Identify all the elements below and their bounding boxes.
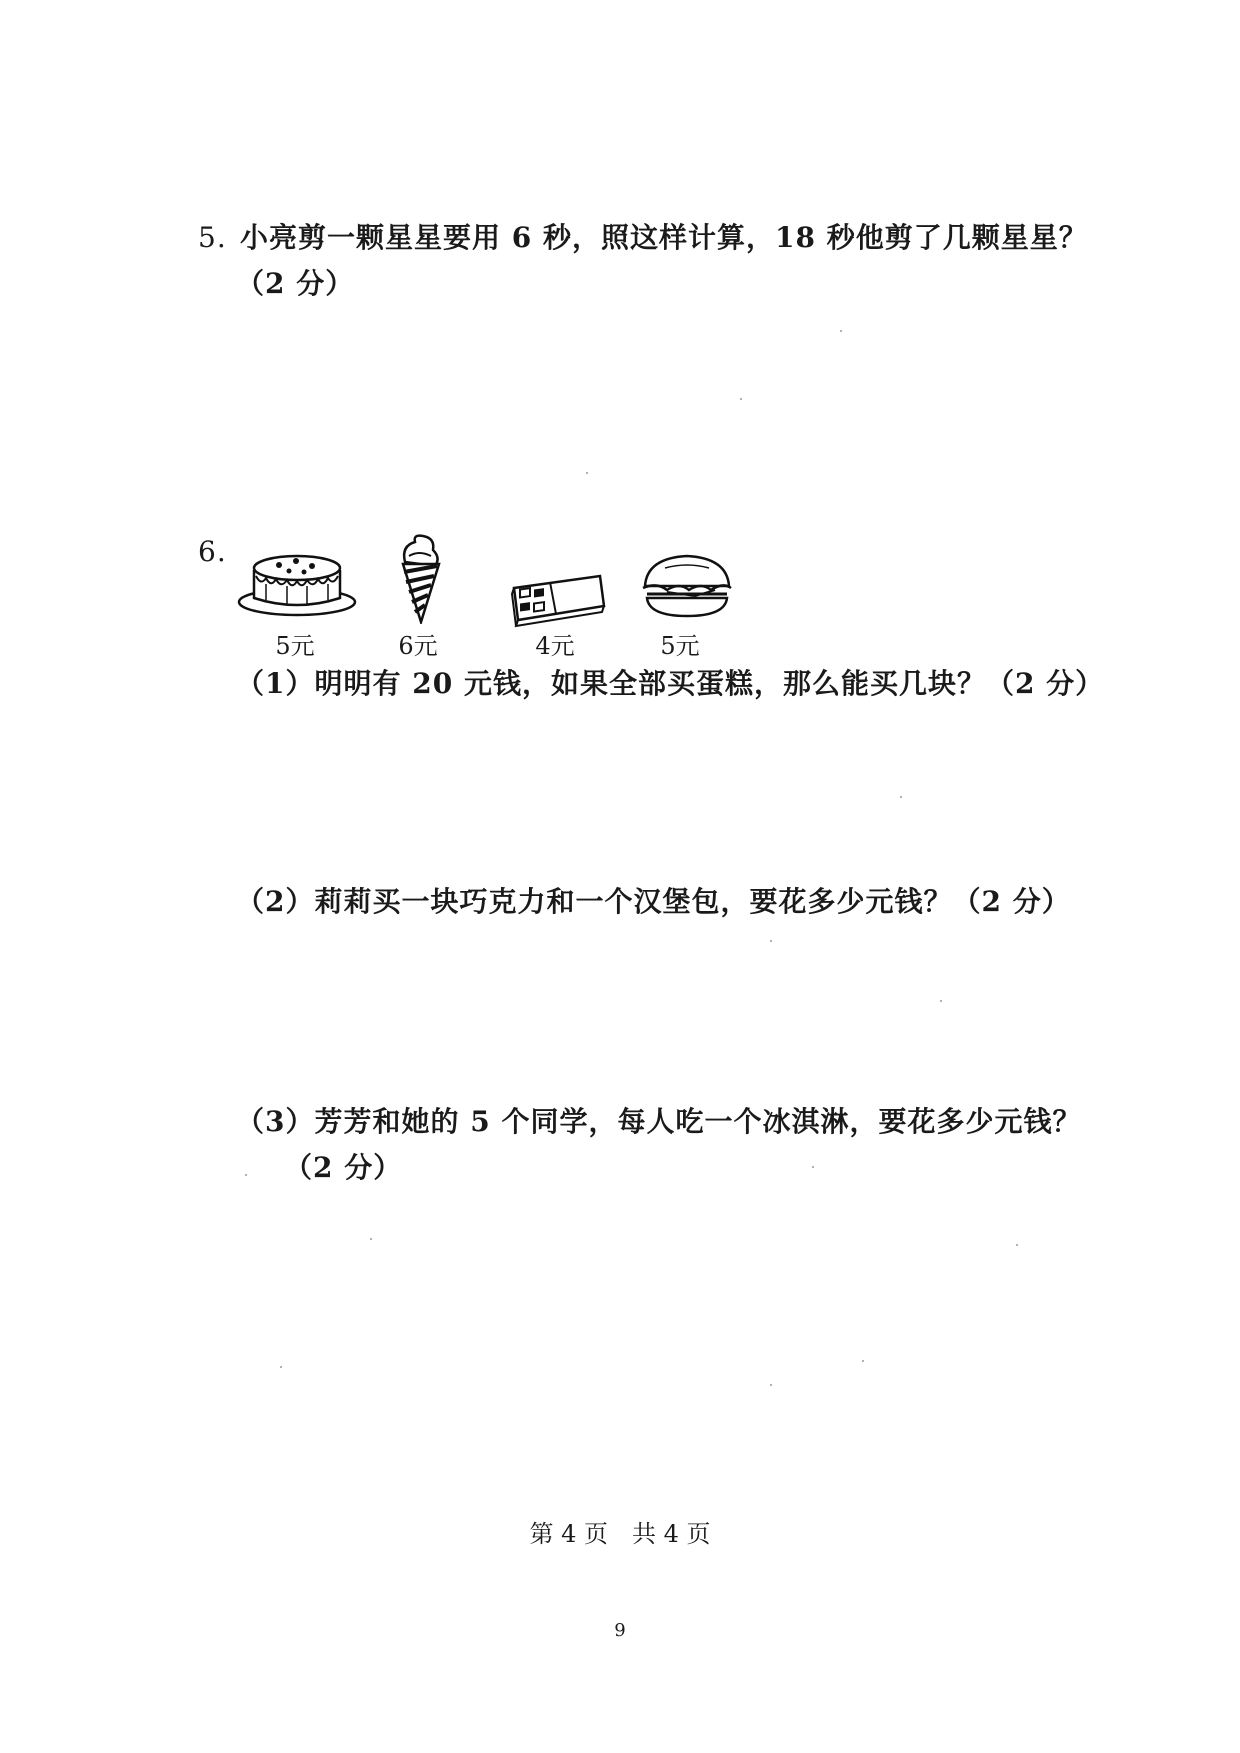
- ice-cream-item: [356, 532, 486, 624]
- scan-speck: [900, 796, 902, 798]
- scan-speck: [840, 330, 842, 332]
- ice-cream-icon: [391, 532, 451, 624]
- chocolate-price: 4元: [535, 632, 575, 660]
- scan-speck: [586, 472, 588, 474]
- cake-item: [232, 548, 362, 620]
- page-info: 第 4 页 共 4 页: [529, 1520, 711, 1548]
- q5-score: （2 分）: [236, 267, 355, 300]
- q6-sub1: （1）明明有 20 元钱，如果全部买蛋糕，那么能买几块？（2 分）: [236, 667, 1105, 700]
- chocolate-item: [492, 570, 622, 628]
- scan-speck: [862, 1360, 864, 1362]
- scan-speck: [740, 398, 742, 400]
- hamburger-icon: [637, 552, 737, 620]
- page-number: 9: [614, 1620, 626, 1641]
- q6-sub2: （2）莉莉买一块巧克力和一个汉堡包，要花多少元钱？（2 分）: [236, 885, 1071, 918]
- scan-speck: [812, 1166, 814, 1168]
- ice-cream-price: 6元: [398, 632, 438, 660]
- scan-speck: [1016, 1244, 1018, 1246]
- scan-speck: [280, 1366, 282, 1368]
- scan-speck: [245, 1174, 247, 1176]
- q6-number: 6.: [198, 535, 227, 568]
- q5-number: 5.: [198, 221, 227, 254]
- q5-text: 小亮剪一颗星星要用 6 秒，照这样计算，18 秒他剪了几颗星星？: [240, 221, 1088, 254]
- cake-icon: [234, 548, 360, 620]
- scan-speck: [940, 1000, 942, 1002]
- q6-sub3-score: （2 分）: [284, 1151, 403, 1184]
- chocolate-icon: [502, 570, 612, 628]
- scan-speck: [770, 1384, 772, 1386]
- hamburger-price: 5元: [660, 632, 700, 660]
- scan-speck: [370, 1238, 372, 1240]
- hamburger-item: [622, 552, 752, 620]
- cake-price: 5元: [275, 632, 315, 660]
- q6-sub3: （3）芳芳和她的 5 个同学，每人吃一个冰淇淋，要花多少元钱？: [236, 1105, 1082, 1138]
- scan-speck: [770, 940, 772, 942]
